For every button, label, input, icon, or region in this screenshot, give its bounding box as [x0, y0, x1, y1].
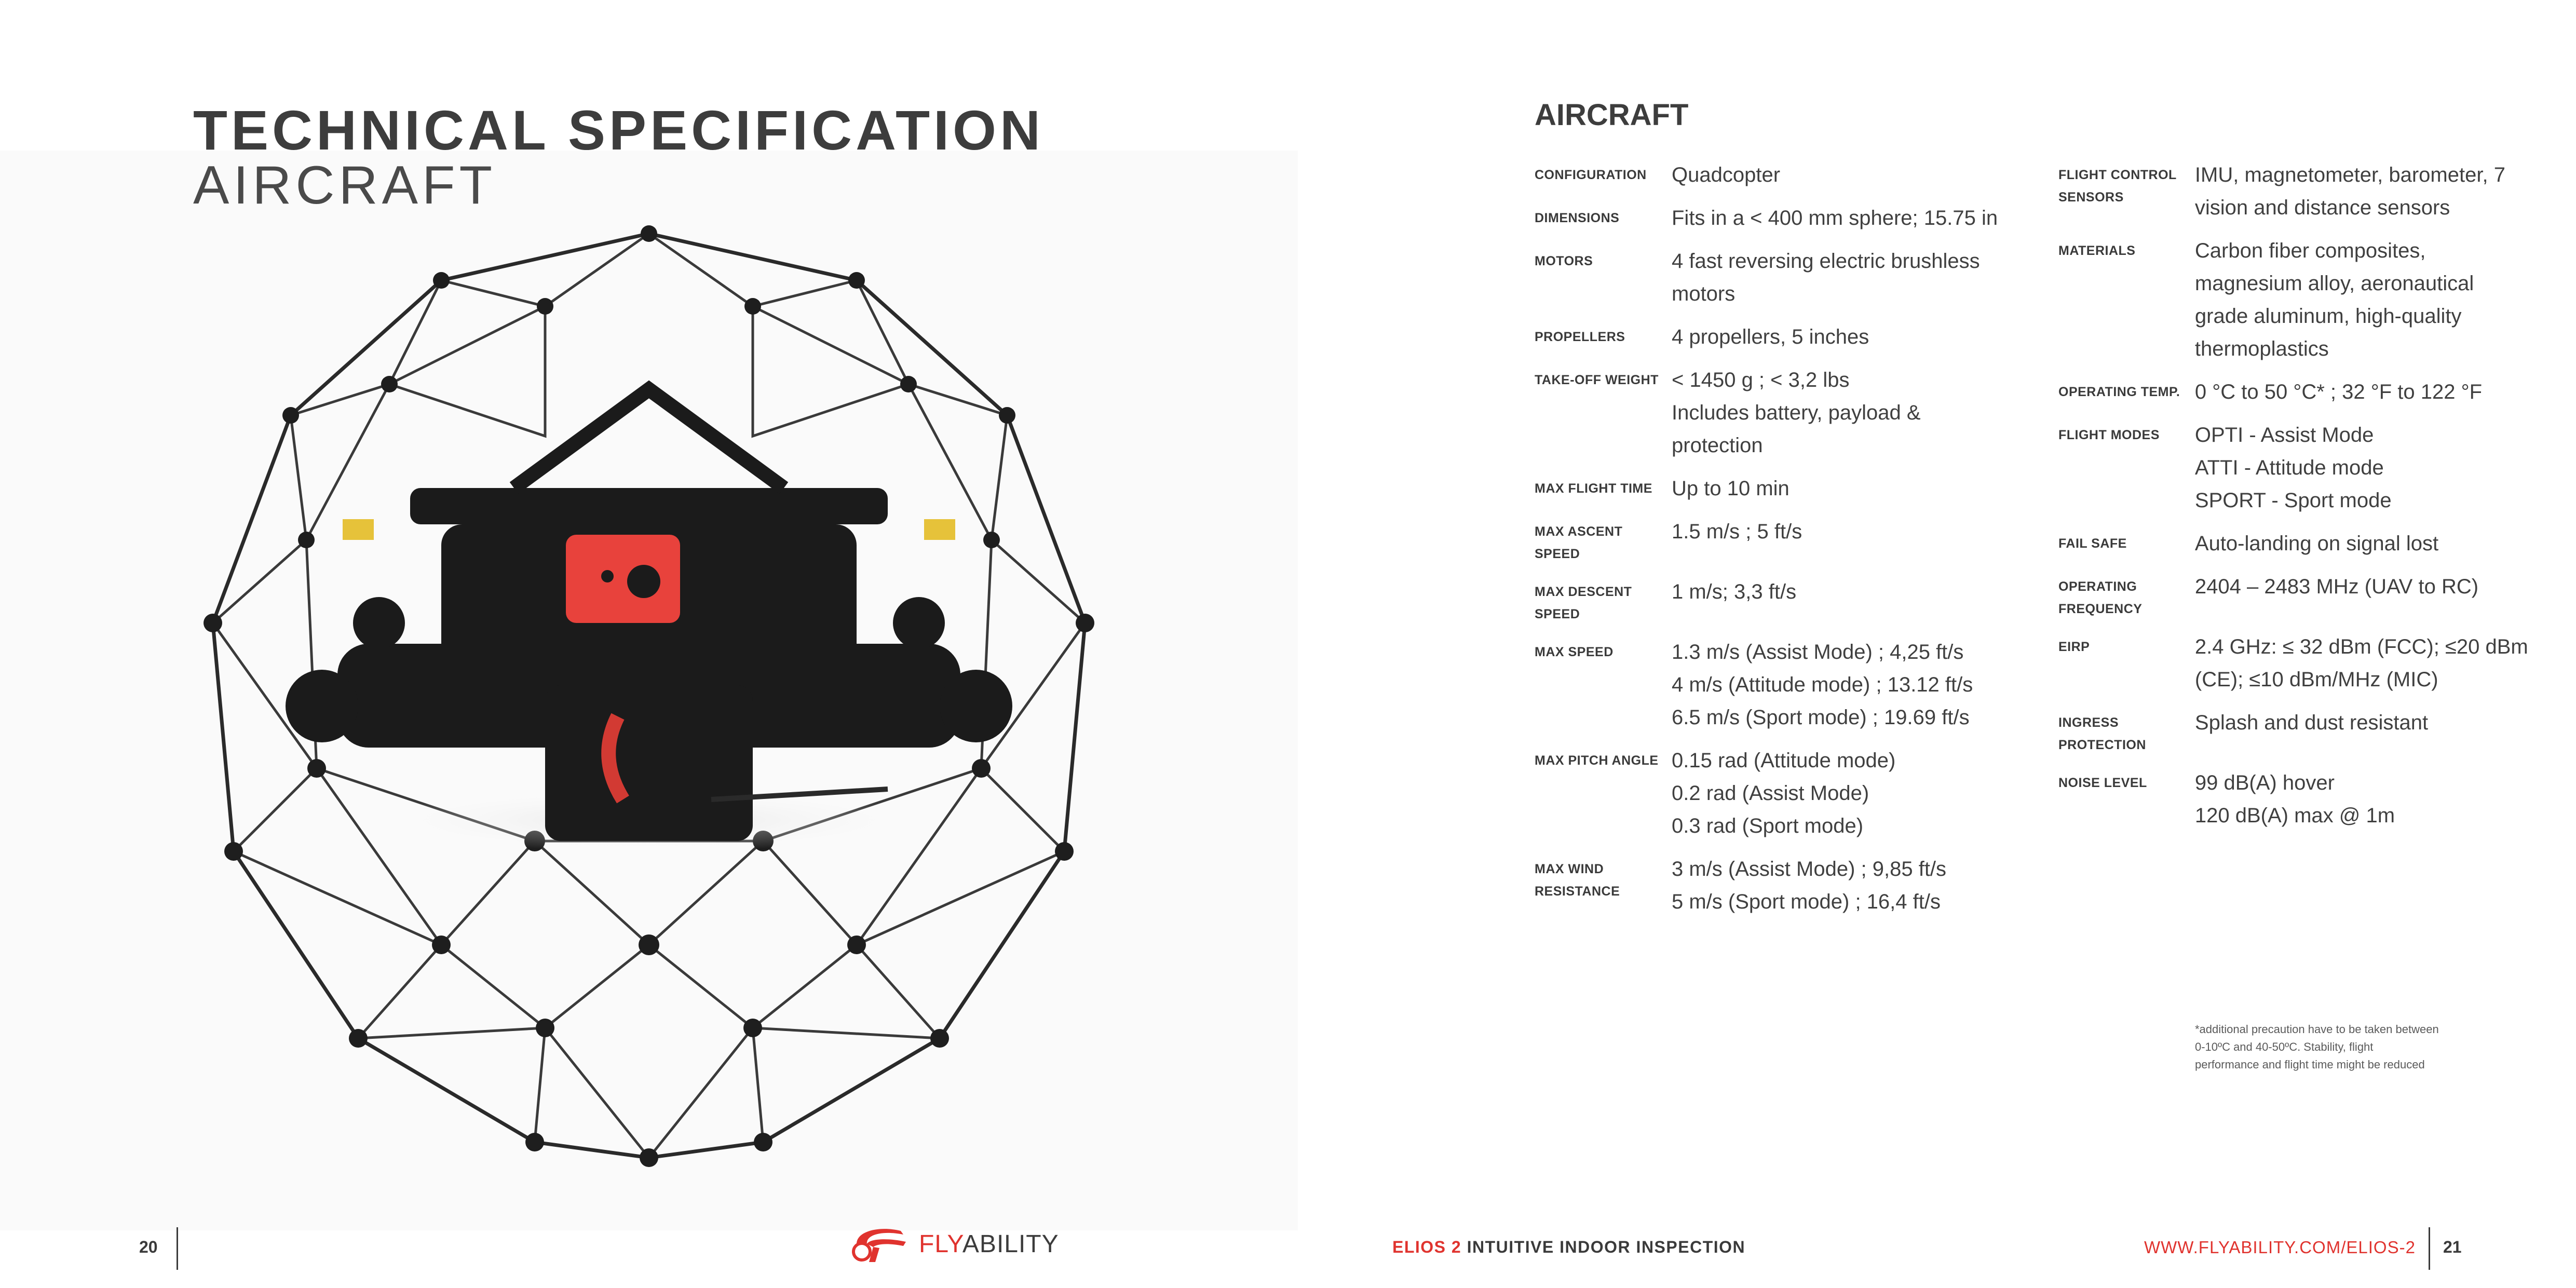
footer-divider-right — [2429, 1227, 2430, 1270]
spec-label: TAKE-OFF WEIGHT — [1535, 373, 1659, 387]
footer-tagline: INTUITIVE INDOOR INSPECTION — [1461, 1238, 1746, 1256]
spec-row — [2058, 527, 2552, 560]
spec-value: 0.15 rad (Attitude mode) 0.2 rad (Assist Mode) 0.3 rad (Sport mode) — [1672, 749, 1896, 837]
spec-label: MAX ASCENT SPEED — [1535, 524, 1623, 561]
spec-label: MOTORS — [1535, 254, 1593, 268]
spec-value: 2404 – 2483 MHz (UAV to RC) — [2194, 575, 2479, 598]
spec-label: FLIGHT MODES — [2058, 428, 2160, 442]
spec-row — [2058, 235, 2552, 365]
spec-row — [1535, 744, 2043, 843]
spec-value: 4 propellers, 5 inches — [1672, 326, 1869, 348]
spec-value: OPTI - Assist Mode ATTI - Attitude mode SPORT - Sport mode — [2194, 424, 2392, 512]
footer-url-link[interactable]: WWW.FLYABILITY.COM/ELIOS-2 — [2144, 1238, 2416, 1257]
spec-label: CONFIGURATION — [1535, 168, 1647, 182]
spec-value: Auto-landing on signal lost — [2194, 532, 2439, 555]
spec-label: OPERATING TEMP. — [2058, 385, 2180, 399]
spec-label: NOISE LEVEL — [2058, 776, 2147, 790]
spec-value: Carbon fiber composites, magnesium alloy, aeronautical grade aluminum, high-quality thermoplastics — [2194, 239, 2474, 360]
spec-row — [2058, 419, 2552, 517]
spec-value: 3 m/s (Assist Mode) ; 9,85 ft/s 5 m/s (Sport mode) ; 16,4 ft/s — [1672, 858, 1947, 913]
spec-row — [1535, 321, 2043, 354]
spec-value: 1 m/s; 3,3 ft/s — [1672, 580, 1797, 603]
spec-row — [1535, 159, 2043, 192]
page-title: TECHNICAL SPECIFICATION — [193, 99, 1045, 161]
spec-label: FAIL SAFE — [2058, 536, 2127, 551]
spec-row — [1535, 853, 2043, 918]
spec-value: Fits in a < 400 mm sphere; 15.75 in — [1672, 207, 1998, 229]
spec-label: MAX FLIGHT TIME — [1535, 481, 1652, 496]
spec-value: Up to 10 min — [1672, 477, 1789, 500]
spec-label: MAX SPEED — [1535, 645, 1614, 659]
spec-value: Splash and dust resistant — [2194, 711, 2429, 734]
spec-row — [2058, 767, 2552, 832]
page-subtitle: AIRCRAFT — [193, 155, 496, 215]
spec-row — [2058, 159, 2552, 224]
spec-label: DIMENSIONS — [1535, 211, 1620, 225]
footer-product-tagline — [1392, 1238, 1745, 1257]
footer-product-name: ELIOS 2 — [1392, 1238, 1462, 1256]
page-number-left: 20 — [139, 1238, 158, 1256]
spec-row — [2058, 571, 2552, 620]
spec-list-left — [1535, 159, 2043, 929]
spec-row — [1535, 576, 2043, 626]
page-number-right: 21 — [2443, 1238, 2462, 1256]
spec-label: FLIGHT CONTROL SENSORS — [2058, 168, 2177, 205]
spec-row — [2058, 376, 2552, 409]
spec-row — [1535, 364, 2043, 462]
spec-value: 99 dB(A) hover 120 dB(A) max @ 1m — [2194, 771, 2395, 827]
spec-row — [1535, 202, 2043, 235]
spec-label: PROPELLERS — [1535, 330, 1625, 344]
spec-label: MAX WIND RESISTANCE — [1535, 862, 1620, 899]
spec-row — [2058, 631, 2552, 696]
elios-2-drone-image — [151, 218, 1147, 1173]
flyability-logo-icon — [851, 1223, 914, 1265]
spec-value: 0 °C to 50 °C* ; 32 °F to 122 °F — [2194, 381, 2483, 403]
spec-label: MAX PITCH ANGLE — [1535, 753, 1659, 768]
spec-value: < 1450 g ; < 3,2 lbs Includes battery, payload & protection — [1672, 369, 1921, 457]
flyability-wordmark: FLYABILITY — [919, 1230, 1059, 1258]
spec-value: 2.4 GHz: ≤ 32 dBm (FCC); ≤20 dBm (CE); ≤10 dBm/MHz (MIC) — [2194, 635, 2528, 691]
footnote: *additional precaution have to be taken between 0-10ºC and 40-50ºC. Stability, flight performance and flight time might be reduced — [2195, 1023, 2439, 1071]
spec-list-right — [2058, 159, 2552, 843]
spec-row — [1535, 472, 2043, 505]
spec-label: INGRESS PROTECTION — [2058, 715, 2146, 752]
spec-value: Quadcopter — [1672, 164, 1781, 186]
spec-label: EIRP — [2058, 640, 2090, 654]
spec-value: 4 fast reversing electric brushless motors — [1672, 250, 1980, 305]
spec-value: 1.3 m/s (Assist Mode) ; 4,25 ft/s 4 m/s (Attitude mode) ; 13.12 ft/s 6.5 m/s (Sport mode) ; 19.69 ft/s — [1672, 641, 1973, 729]
footer-divider-left — [177, 1227, 178, 1270]
section-title: AIRCRAFT — [1535, 98, 1689, 132]
spec-value: IMU, magnetometer, barometer, 7 vision and distance sensors — [2194, 164, 2505, 219]
flyability-logo[interactable] — [851, 1223, 1059, 1265]
spec-row — [2058, 707, 2552, 756]
spec-label: MATERIALS — [2058, 243, 2136, 258]
spec-value: 1.5 m/s ; 5 ft/s — [1672, 520, 1802, 543]
spec-label: OPERATING FREQUENCY — [2058, 579, 2143, 616]
spec-label: MAX DESCENT SPEED — [1535, 585, 1632, 621]
spec-row — [1535, 516, 2043, 565]
spec-row — [1535, 636, 2043, 734]
spec-row — [1535, 245, 2043, 310]
